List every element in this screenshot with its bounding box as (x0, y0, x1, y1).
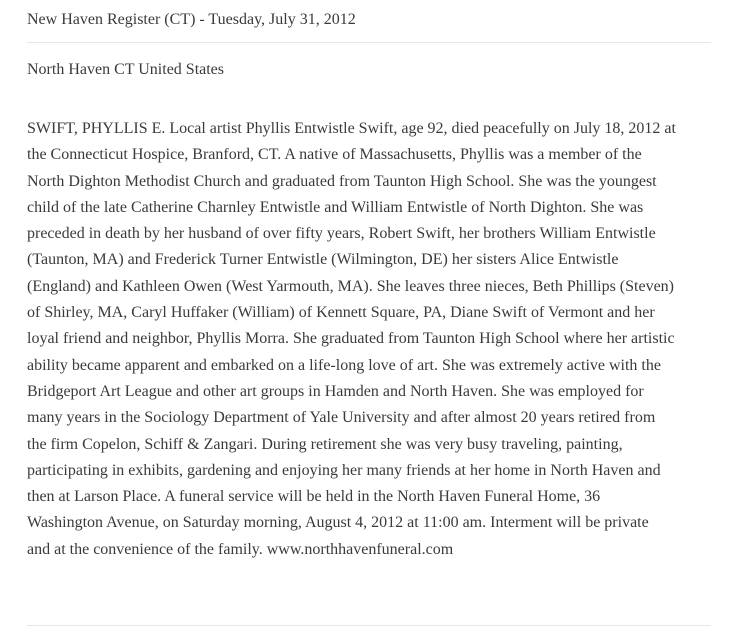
obituary-line: the Connecticut Hospice, Branford, CT. A native of Massachusetts, Phyllis was a member of the (27, 146, 642, 164)
obituary-line: preceded in death by her husband of over fifty years, Robert Swift, her brothers William Entwistle (27, 225, 656, 243)
obituary-line: (England) and Kathleen Owen (West Yarmouth, MA). She leaves three nieces, Beth Phillips (Steven) (27, 277, 675, 295)
obituary-line: participating in exhibits, gardening and enjoying her many friends at her home in North Haven and (27, 461, 661, 479)
obituary-line: and at the convenience of the family. www.northhavenfuneral.com (27, 540, 454, 558)
publication-source-line: New Haven Register (CT) - Tuesday, July 31, 2012 (27, 11, 356, 28)
obituary-line: child of the late Catherine Charnley Entwistle and William Entwistle of North Dighton. She was (27, 198, 644, 216)
obituary-line: ability became apparent and embarked on a life-long love of art. She was extremely active with the (27, 356, 661, 374)
obituary-line: Bridgeport Art League and other art groups in Hamden and North Haven. She was employed for (27, 382, 644, 400)
obituary-line: Washington Avenue, on Saturday morning, August 4, 2012 at 11:00 am. Interment will be private (27, 514, 649, 532)
obituary-line: loyal friend and neighbor, Phyllis Morra. She graduated from Taunton High School where her artistic (27, 330, 675, 348)
obituary-line: North Dighton Methodist Church and graduated from Taunton High School. She was the youngest (27, 172, 657, 190)
obituary-line: (Taunton, MA) and Frederick Turner Entwistle (Wilmington, DE) her sisters Alice Entwistle (27, 251, 619, 269)
location-line: North Haven CT United States (27, 61, 225, 78)
footer-divider (27, 625, 711, 626)
obituary-line: the firm Copelon, Schiff & Zangari. During retirement she was very busy traveling, painting, (27, 435, 623, 453)
obituary-line: many years in the Sociology Department of Yale University and after almost 20 years retired from (27, 409, 656, 427)
obituary-line: of Shirley, MA, Caryl Huffaker (William) of Kennett Square, PA, Diane Swift of Vermont and her (27, 304, 655, 322)
obituary-body (27, 116, 713, 563)
obituary-line: SWIFT, PHYLLIS E. Local artist Phyllis Entwistle Swift, age 92, died peacefully on July 18, 2012 at (27, 120, 676, 137)
header-divider (27, 42, 711, 43)
obituary-line: then at Larson Place. A funeral service will be held in the North Haven Funeral Home, 36 (27, 488, 601, 506)
